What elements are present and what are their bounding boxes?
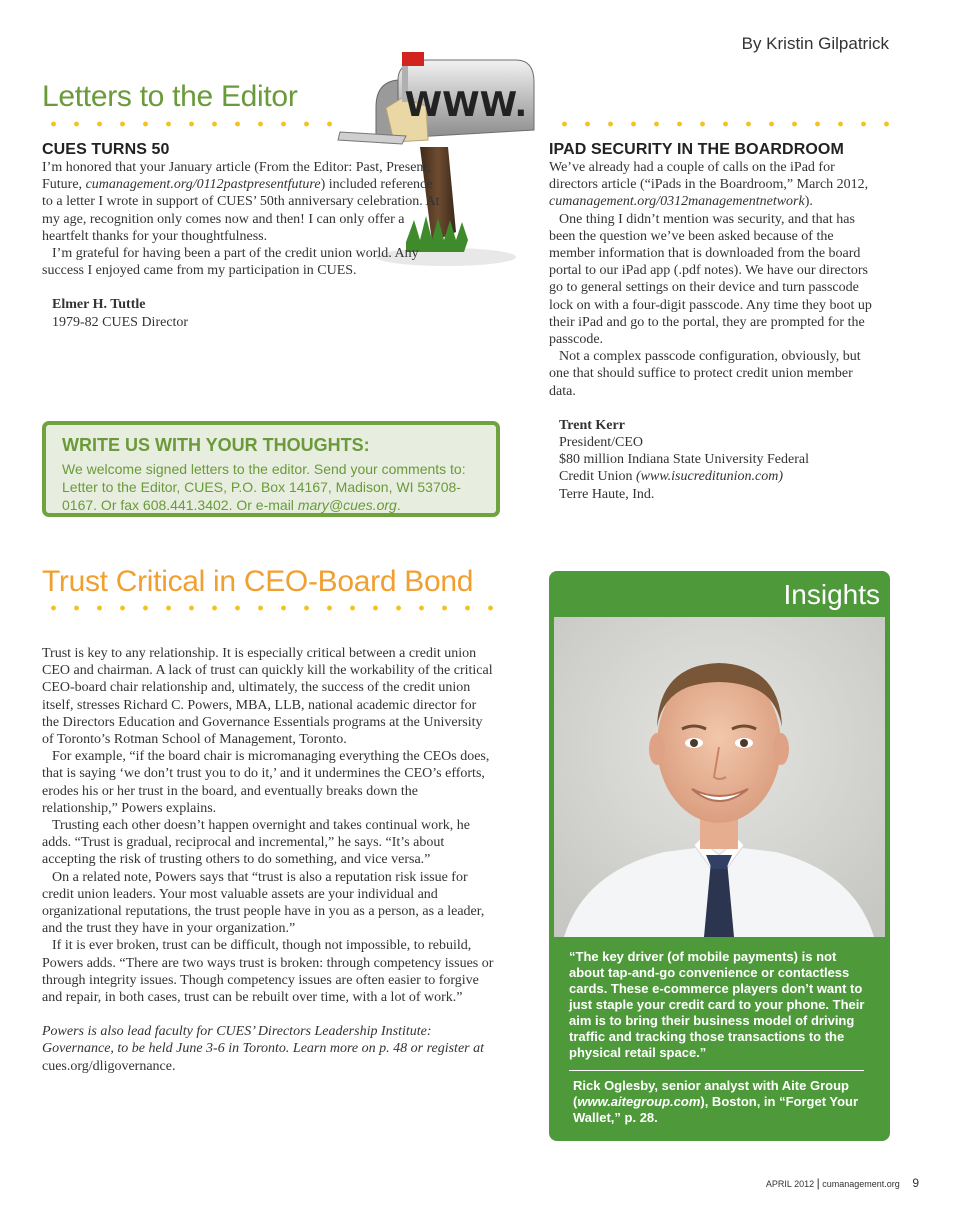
person-portrait-icon bbox=[554, 617, 885, 937]
text: ). bbox=[804, 194, 813, 210]
letter-paragraph bbox=[549, 159, 875, 211]
dotted-rule-left bbox=[42, 121, 342, 127]
text: Credit Union bbox=[559, 469, 636, 485]
letter-body bbox=[549, 159, 875, 400]
letter-heading: CUES TURNS 50 bbox=[42, 141, 170, 158]
credit-union-url: (www.isucreditunion.com) bbox=[636, 469, 783, 485]
article-note bbox=[42, 1023, 494, 1075]
article-paragraph: For example, “if the board chair is micromanaging everything the CEOs does, that is saying ‘we don’t trust you to do it,’ and it undermines the CEO’s efforts, erodes his or her trust in the board, and eventually breaks down the relationship,” Powers explains. bbox=[42, 749, 490, 816]
letter-signature bbox=[42, 296, 444, 330]
text: ) included reference to a letter I wrote in support of CUES’ 50th anniversary celebration. At my age, recognition only comes now and then! I can only offer a heartfelt thanks for your thoughtfulness. bbox=[42, 177, 440, 244]
portrait-photo bbox=[554, 617, 885, 937]
signer-title: President/CEO bbox=[559, 435, 643, 451]
signer-location: Terre Haute, Ind. bbox=[559, 486, 655, 502]
dotted-rule-right bbox=[553, 121, 898, 127]
letter-paragraph bbox=[42, 159, 444, 245]
letter-body bbox=[42, 159, 444, 279]
quote-divider bbox=[569, 1070, 864, 1071]
signer-name: Trent Kerr bbox=[559, 417, 625, 433]
signer-name: Elmer H. Tuttle bbox=[52, 297, 146, 313]
letter-ipad-security bbox=[549, 141, 875, 503]
text: We welcome signed letters to the editor. Send your comments to: Letter to the Editor, CUES, P.O. Box 14167, Madison, WI 53708-0167. Or fax 608.441.3402. Or e-mail bbox=[62, 461, 466, 513]
article-paragraph: Trusting each other doesn’t happen overnight and takes continual work, he adds. “Trust is gradual, reciprocal and incremental,” he says. “It’s about accepting the risk of trusting others to do something, and vice versa.” bbox=[42, 818, 470, 868]
letter-heading: IPAD SECURITY IN THE BOARDROOM bbox=[549, 141, 844, 158]
letter-cues-turns-50 bbox=[42, 141, 444, 331]
article-paragraph: On a related note, Powers says that “trust is also a reputation risk issue for credit union leaders. Your most valuable assets are your individual and organizational reputations, the trust people have in you as a person, as a leader, and the trust they have in your organization.” bbox=[42, 869, 485, 937]
aitegroup-link[interactable]: www.aitegroup.com bbox=[577, 1094, 701, 1109]
insights-panel bbox=[549, 571, 890, 1141]
page-footer bbox=[766, 1176, 919, 1190]
letter-paragraph: Not a complex passcode configuration, obviously, but one that should suffice to protect credit union member data. bbox=[549, 349, 861, 399]
byline: By Kristin Gilpatrick bbox=[741, 34, 889, 53]
write-us-title: WRITE US WITH YOUR THOUGHTS: bbox=[62, 435, 370, 455]
text: I’m honored that your January article (From the Editor: Past, Present, Future, bbox=[42, 160, 431, 193]
insights-title: Insights bbox=[783, 579, 880, 610]
trust-article-body bbox=[42, 645, 494, 1075]
email-link[interactable]: mary@cues.org bbox=[297, 497, 397, 513]
article-paragraph: Trust is key to any relationship. It is especially critical between a credit union CEO and chairman. A lack of trust can quickly kill the workability of the critical CEO-board chair relationship and, ultimately, the success of the credit union itself, stresses Richard C. Powers, MBA, LLB, national academic director for the Directors Education and Governance Essentials programs at the University of Toronto’s Rotman School of Management, Toronto. bbox=[42, 646, 493, 748]
insights-quote: “The key driver (of mobile payments) is not about tap-and-go convenience or contactless cards. These e-commerce players don’t want to just staple your credit card to your phone. Their aim is to bring their business model of driving traffic and tracking those transactions to the physical retail space.” bbox=[569, 949, 865, 1060]
dotted-rule-trust bbox=[42, 605, 502, 611]
trust-title: Trust Critical in CEO-Board Bond bbox=[42, 565, 474, 598]
quote-attribution bbox=[573, 1078, 873, 1126]
signer-title: 1979-82 CUES Director bbox=[52, 314, 189, 330]
register-link[interactable]: cues.org/dligovernance. bbox=[42, 1058, 176, 1074]
text: Rick Oglesby, senior analyst with Aite Group ( bbox=[573, 1078, 849, 1109]
text: ), Boston, in “Forget Your Wallet,” p. 28. bbox=[573, 1094, 859, 1125]
write-us-body bbox=[62, 460, 480, 514]
mailbox-sign: WWW. bbox=[404, 85, 528, 125]
article-url: cumanagement.org/0112pastpresentfuture bbox=[85, 177, 321, 193]
letter-paragraph: One thing I didn’t mention was security, and that has been the question we’ve been asked because of the member information that is downloaded from the board portal to our iPad app (.pdf notes). We have our directors go to general settings on their device and turn passcode lock on with a four-digit passcode. Any time they boot up their iPad and go to the portal, they are prompted for the passcode. bbox=[549, 211, 872, 348]
page-number: 9 bbox=[912, 1176, 919, 1190]
letter-signature bbox=[549, 417, 875, 503]
text: Powers is also lead faculty for CUES’ Directors Leadership Institute: Governance, to be held June 3-6 in Toronto. Learn more on p. 48 or register at bbox=[42, 1024, 484, 1057]
footer-site: cumanagement.org bbox=[822, 1179, 900, 1189]
signer-org: $80 million Indiana State University Federal bbox=[559, 452, 810, 468]
signer-org bbox=[559, 468, 875, 485]
footer-separator: | bbox=[816, 1176, 820, 1190]
write-us-box bbox=[42, 421, 500, 517]
text: We’ve already had a couple of calls on the iPad for directors article (“iPads in the Boardroom,” March 2012, bbox=[549, 160, 869, 193]
letter-paragraph: I’m grateful for having been a part of the credit union world. Any success I enjoyed came from my participation in CUES. bbox=[42, 246, 419, 279]
letters-title: Letters to the Editor bbox=[42, 80, 298, 113]
article-paragraph: If it is ever broken, trust can be difficult, though not impossible, to rebuild, Powers adds. “There are two ways trust is broken: through competency issues or through integrity issues. Though competency issues are often easier to forgive and repair, in both cases, trust can be rebuilt over time, with a lot of work.” bbox=[42, 938, 494, 1006]
article-url: cumanagement.org/0312managementnetwork bbox=[549, 194, 805, 210]
issue-date: APRIL 2012 bbox=[765, 1179, 815, 1189]
text: . bbox=[396, 497, 401, 513]
